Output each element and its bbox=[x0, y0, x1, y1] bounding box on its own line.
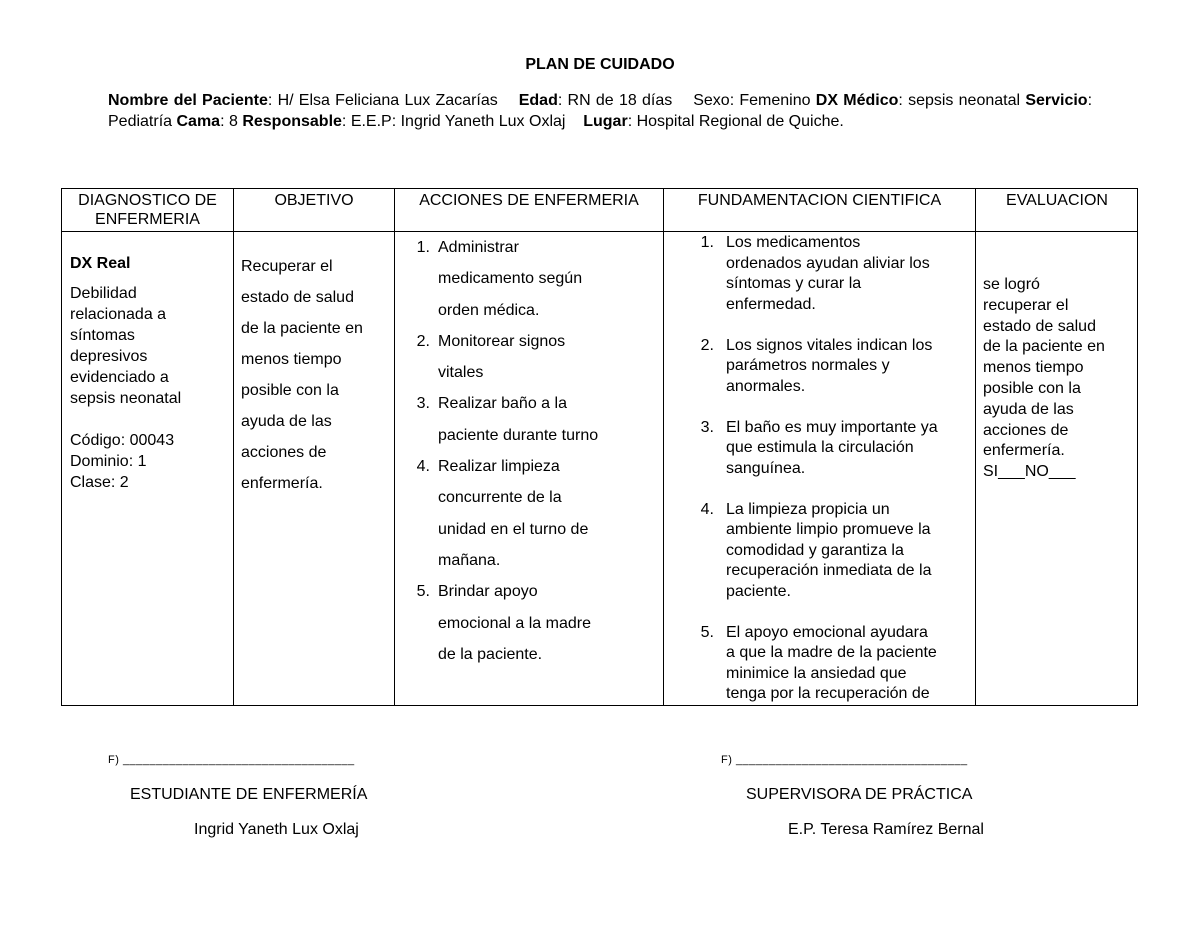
foundation-line: síntomas y curar la bbox=[726, 275, 862, 292]
place-value: : Hospital Regional de Quiche. bbox=[627, 113, 844, 130]
action-item bbox=[402, 576, 664, 670]
service-value: : Pediatría bbox=[108, 92, 1093, 130]
patient-info bbox=[108, 90, 1092, 132]
patient-name-label: Nombre del Paciente bbox=[108, 92, 268, 109]
diagnosis-line: depresivos bbox=[70, 348, 148, 365]
action-line: Realizar limpieza bbox=[438, 458, 560, 476]
bed-value: : 8 bbox=[220, 113, 238, 130]
action-line: medicamento según bbox=[438, 270, 583, 288]
foundation-item bbox=[692, 623, 972, 705]
action-number: 5. bbox=[416, 583, 430, 601]
action-item bbox=[402, 451, 664, 576]
foundation-line: enfermedad. bbox=[726, 295, 816, 313]
signature-role-student: ESTUDIANTE DE ENFERMERÍA bbox=[130, 786, 368, 803]
responsible-value: : E.E.P: Ingrid Yaneth Lux Oxlaj bbox=[341, 113, 566, 130]
action-line: vitales bbox=[438, 364, 484, 382]
page-title: PLAN DE CUIDADO bbox=[525, 56, 675, 73]
place-label: Lugar bbox=[583, 113, 628, 130]
action-line: paciente durante turno bbox=[438, 426, 599, 444]
dx-medico-value: : sepsis neonatal bbox=[898, 92, 1021, 109]
objective-line: de la paciente en bbox=[241, 320, 363, 337]
foundation-line: recuperación inmediata de la bbox=[726, 562, 932, 579]
evaluation-line: acciones de bbox=[983, 421, 1069, 439]
foundation-line: anormales. bbox=[726, 377, 806, 395]
foundation-list bbox=[692, 233, 972, 725]
evaluation-line: se logró bbox=[983, 276, 1040, 293]
sex-text: Sexo: Femenino bbox=[693, 92, 811, 109]
action-line: emocional a la madre bbox=[438, 614, 591, 632]
foundation-line: que estimula la circulación bbox=[726, 439, 914, 456]
action-number: 1. bbox=[416, 239, 430, 256]
evaluation-yes-no: SI___NO___ bbox=[983, 463, 1076, 481]
action-line: mañana. bbox=[438, 551, 501, 569]
foundation-number: 2. bbox=[700, 336, 714, 354]
service-label: Servicio bbox=[1025, 92, 1088, 109]
column-divider bbox=[975, 189, 976, 705]
objective-line: enfermería. bbox=[241, 475, 323, 492]
diagnosis-line: sepsis neonatal bbox=[70, 390, 182, 407]
objective-line: ayuda de las bbox=[241, 413, 332, 430]
action-line: Monitorear signos bbox=[438, 332, 566, 350]
foundation-line: ordenados ayudan aliviar los bbox=[726, 254, 930, 272]
action-line: Realizar baño a la bbox=[438, 395, 567, 413]
actions-list bbox=[402, 232, 664, 670]
objective-line: menos tiempo bbox=[241, 351, 342, 368]
foundation-line: El baño es muy importante ya bbox=[726, 418, 938, 436]
column-divider bbox=[394, 189, 395, 705]
action-line: orden médica. bbox=[438, 301, 540, 319]
diagnosis-class: Clase: 2 bbox=[70, 474, 129, 491]
objective-line: estado de salud bbox=[241, 289, 354, 306]
foundation-line: comodidad y garantiza la bbox=[726, 541, 904, 559]
foundation-line: sanguínea. bbox=[726, 459, 806, 477]
foundation-line: La limpieza propicia un bbox=[726, 500, 890, 518]
objective-cell bbox=[241, 251, 391, 499]
header-diagnosis: DIAGNOSTICO DE ENFERMERIA bbox=[78, 192, 217, 228]
action-number: 4. bbox=[416, 458, 430, 476]
action-line: Administrar bbox=[438, 239, 519, 256]
signature-name-supervisor: E.P. Teresa Ramírez Bernal bbox=[788, 821, 984, 838]
action-number: 3. bbox=[416, 395, 430, 413]
diagnosis-line: evidenciado a bbox=[70, 369, 169, 386]
responsible-label: Responsable bbox=[242, 113, 342, 130]
column-divider bbox=[233, 189, 234, 705]
diagnosis-line: síntomas bbox=[70, 327, 135, 344]
objective-line: posible con la bbox=[241, 382, 339, 399]
header-foundation: FUNDAMENTACION CIENTIFICA bbox=[697, 192, 942, 209]
diagnosis-line: relacionada a bbox=[70, 306, 167, 323]
signature-line-student: F) ___________________________________ bbox=[108, 754, 355, 766]
diagnosis-code: Código: 00043 bbox=[70, 432, 175, 449]
dx-real-title: DX Real bbox=[70, 255, 131, 272]
signature-role-supervisor: SUPERVISORA DE PRÁCTICA bbox=[746, 786, 973, 803]
evaluation-line: posible con la bbox=[983, 379, 1081, 397]
evaluation-line: de la paciente en bbox=[983, 338, 1105, 356]
age-value: : RN de 18 días bbox=[557, 92, 673, 109]
foundation-line: parámetros normales y bbox=[726, 357, 890, 374]
bed-label: Cama bbox=[176, 113, 221, 130]
signature-line-supervisor: F) ___________________________________ bbox=[721, 754, 968, 766]
foundation-number: 4. bbox=[700, 500, 714, 518]
foundation-line: minimice la ansiedad que bbox=[726, 664, 907, 682]
foundation-number: 1. bbox=[700, 234, 714, 251]
signature-name-student: Ingrid Yaneth Lux Oxlaj bbox=[194, 821, 359, 838]
action-line: concurrente de la bbox=[438, 489, 562, 507]
foundation-line: a que la madre de la paciente bbox=[726, 644, 937, 661]
foundation-item bbox=[692, 336, 972, 398]
care-plan-table bbox=[61, 188, 1138, 706]
evaluation-line: ayuda de las bbox=[983, 400, 1074, 418]
foundation-item bbox=[692, 233, 972, 315]
foundation-number: 3. bbox=[700, 418, 714, 436]
evaluation-line: estado de salud bbox=[983, 317, 1096, 335]
evaluation-line: menos tiempo bbox=[983, 359, 1084, 377]
foundation-item bbox=[692, 418, 972, 480]
age-label: Edad bbox=[518, 92, 558, 109]
dx-medico-label: DX Médico bbox=[815, 92, 899, 109]
foundation-line: paciente. bbox=[726, 582, 791, 600]
header-actions: ACCIONES DE ENFERMERIA bbox=[419, 192, 639, 209]
action-line: de la paciente. bbox=[438, 645, 543, 663]
foundation-item bbox=[692, 500, 972, 603]
action-item bbox=[402, 326, 664, 389]
diagnosis-cell bbox=[70, 253, 232, 493]
evaluation-line: recuperar el bbox=[983, 296, 1069, 314]
header-evaluation: EVALUACION bbox=[1006, 192, 1108, 209]
foundation-line: tenga por la recuperación de bbox=[726, 685, 930, 702]
patient-name-value: : H/ Elsa Feliciana Lux Zacarías bbox=[267, 92, 498, 109]
foundation-line: Los signos vitales indican los bbox=[726, 336, 933, 354]
diagnosis-domain: Dominio: 1 bbox=[70, 453, 147, 470]
diagnosis-line: Debilidad bbox=[70, 285, 137, 302]
action-line: unidad en el turno de bbox=[438, 520, 589, 538]
evaluation-line: enfermería. bbox=[983, 442, 1065, 460]
foundation-line: Los medicamentos bbox=[726, 234, 861, 251]
foundation-number: 5. bbox=[700, 623, 714, 641]
objective-line: Recuperar el bbox=[241, 258, 333, 275]
foundation-line: El apoyo emocional ayudara bbox=[726, 623, 928, 641]
action-item bbox=[402, 388, 664, 451]
action-item bbox=[402, 232, 664, 326]
evaluation-cell bbox=[983, 275, 1128, 483]
header-objective: OBJETIVO bbox=[274, 192, 354, 209]
action-line: Brindar apoyo bbox=[438, 583, 538, 601]
foundation-line: ambiente limpio promueve la bbox=[726, 521, 931, 538]
action-number: 2. bbox=[416, 332, 430, 350]
objective-line: acciones de bbox=[241, 444, 327, 461]
